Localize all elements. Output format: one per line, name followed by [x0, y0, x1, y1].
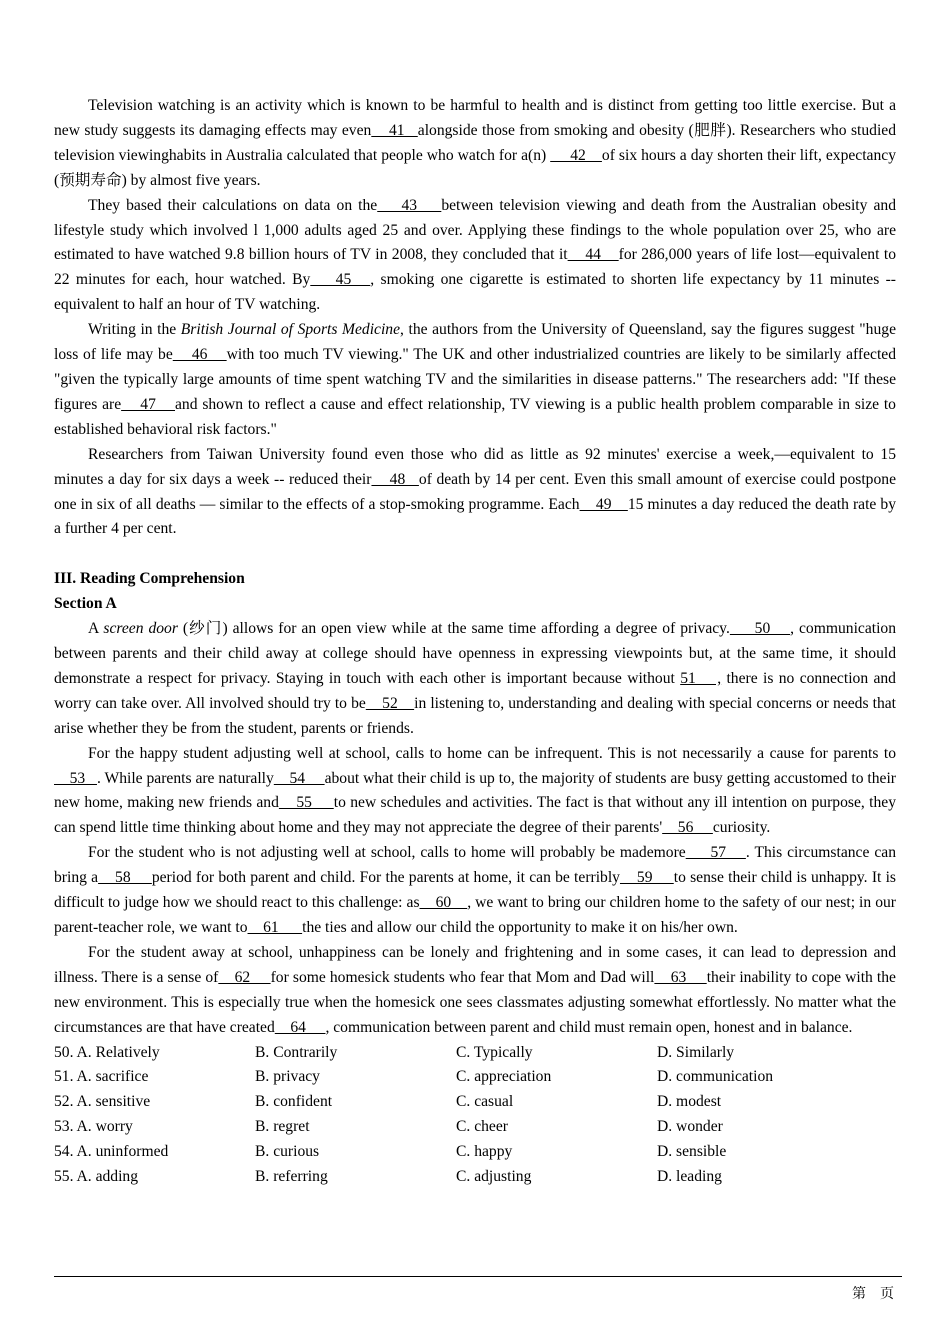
term: screen door [103, 620, 178, 638]
option[interactable]: C. adjusting [456, 1168, 532, 1186]
cloze-paragraph-4 [54, 443, 896, 543]
text: . While parents are naturally [96, 769, 274, 787]
text: For the happy student adjusting well at school, calls to home can be infrequent. This is not necessarily a cause for parents to [88, 744, 896, 762]
blank-57[interactable]: 57 [685, 844, 746, 862]
footer-right: 页 [880, 1287, 894, 1302]
blank-63[interactable]: 63 [654, 968, 707, 986]
blank-44[interactable]: 44 [567, 246, 619, 264]
blank-49[interactable]: 49 [579, 495, 628, 513]
option[interactable]: C. cheer [456, 1118, 508, 1136]
text: and shown to reflect a cause and effect relationship, TV viewing is a public health problem comparable in size to established behavioral risk factors." [54, 395, 896, 438]
text: , we want to bring our children home to the safety of our nest; in our parent-teacher role, we want to [54, 894, 896, 936]
subsection-heading: Section A [54, 595, 117, 613]
option[interactable]: D. modest [657, 1093, 722, 1111]
option[interactable]: 54. A. uninformed [54, 1143, 169, 1161]
text: for some homesick students who fear that Mom and Dad will [270, 968, 655, 986]
option[interactable]: B. curious [255, 1143, 320, 1161]
option[interactable]: 52. A. sensitive [54, 1093, 151, 1111]
cloze-paragraph-3 [54, 318, 896, 443]
option[interactable]: D. Similarly [657, 1043, 735, 1061]
blank-60[interactable]: 60 [419, 894, 468, 912]
reading-paragraph-2 [54, 742, 896, 842]
reading-paragraph-3 [54, 841, 896, 941]
blank-50[interactable]: 50 [729, 620, 791, 638]
text: period for both parent and child. For the parents at home, it can be terribly [151, 869, 620, 887]
text: Television watching is an activity which is known to be harmful to health and is distinct from getting too little exercise. But a new study suggests its damaging effects may even [54, 97, 896, 139]
journal-title: British Journal of Sports Medicine [180, 321, 401, 339]
reading-paragraph-4 [54, 941, 896, 1041]
page-footer [852, 1283, 894, 1303]
text: about what their child is up to, the majority of students are busy getting accustomed to their new home, making new friends and [54, 769, 896, 812]
text: alongside those from smoking and obesity (肥胖). Researchers who studied television viewinghabits in Australia calculated that people who watch for a(n) [54, 121, 897, 164]
cloze-paragraph-1 [54, 94, 896, 194]
blank-43[interactable]: 43 [377, 196, 442, 214]
blank-45[interactable]: 45 [310, 271, 371, 289]
blank-61[interactable]: 61 [247, 919, 303, 936]
text: 15 minutes a day reduced the death rate by a further 4 per cent. [54, 495, 897, 538]
option[interactable]: 53. A. worry [54, 1118, 133, 1136]
option[interactable]: D. communication [657, 1068, 774, 1086]
option[interactable]: C. happy [456, 1143, 513, 1161]
blank-58[interactable]: 58 [98, 869, 152, 887]
option[interactable]: C. Typically [456, 1043, 533, 1061]
text: Writing in the [88, 321, 181, 339]
option[interactable]: B. confident [255, 1093, 333, 1111]
option[interactable]: 55. A. adding [54, 1168, 139, 1186]
blank-56[interactable]: 56 [662, 819, 713, 837]
text: to sense their child is unhappy. It is difficult to judge how we should react to this challenge: as [54, 869, 896, 912]
option[interactable]: B. regret [255, 1118, 310, 1136]
option[interactable]: D. wonder [657, 1118, 723, 1136]
text: They based their calculations on data on the [88, 196, 378, 214]
text: For the student who is not adjusting well at school, calls to home will probably be mademore [88, 844, 686, 862]
text: For the student away at school, unhappiness can be lonely and frightening and in some cases, it can lead to depression and illness. There is a sense of [54, 943, 896, 986]
blank-41[interactable]: 41 [371, 121, 418, 139]
text: for 286,000 years of life lost—equivalent to 22 minutes for each, hour watched. By [54, 246, 897, 289]
spacer [54, 542, 896, 567]
blank-51[interactable]: 51 , [680, 669, 722, 687]
option[interactable]: C. appreciation [456, 1068, 552, 1086]
text: with too much TV viewing." The UK and other industrialized countries are likely to be similarly affected "given the typically large amounts of time spent watching TV and the similarities in disease patterns." The researchers add: "If these figures are [54, 346, 897, 413]
text: the ties and allow our child the opportunity to make it on his/her own. [302, 919, 738, 936]
text: , the authors from the University of Queensland, say the figures suggest "huge loss of life may be [54, 321, 896, 364]
text: between television viewing and death from the Australian obesity and lifestyle study which involved l 1,000 adults aged 25 and over. Applying these findings to the whole population over 25, who are estimated to have watched 9.8 billion hours of TV in 2008, they concluded that it [54, 196, 897, 264]
option[interactable]: B. referring [255, 1168, 328, 1186]
blank-53[interactable]: 53 [54, 769, 97, 787]
text: there is no connection and worry can take over. All involved should try to be [54, 669, 896, 712]
option[interactable]: C. casual [456, 1093, 514, 1111]
blank-42[interactable]: 42 [550, 146, 602, 164]
blank-52[interactable]: 52 [365, 694, 415, 712]
text: their inability to cope with the new environment. This is especially true when the homesick one sees classmates adjusting somewhat effortlessly. No matter what the circumstances are that have created [54, 968, 896, 1036]
blank-62[interactable]: 62 [218, 968, 271, 986]
cloze-paragraph-2 [54, 194, 896, 319]
blank-46[interactable]: 46 [172, 346, 227, 364]
blank-54[interactable]: 54 [273, 769, 325, 787]
text: of six hours a day shorten their lift, expectancy (预期寿命) by almost five years. [54, 146, 896, 189]
text: of death by 14 per cent. Even this small amount of exercise could postpone one in six of all deaths — similar to the effects of a stop-smoking programme. Each [54, 470, 896, 513]
reading-paragraph-1 [54, 617, 896, 742]
text: Researchers from Taiwan University found even those who did as little as 92 minutes' exercise a week,—equivalent to 15 minutes a day for six days a week -- reduced their [54, 445, 896, 488]
text: (纱门) allows for an open view while at the same time affording a degree of privacy. [177, 620, 730, 638]
text: in listening to, understanding and dealing with special concerns or needs that arise whether they be from the student, parents or friends. [54, 694, 897, 737]
option[interactable]: D. leading [657, 1168, 722, 1186]
blank-48[interactable]: 48 [371, 470, 419, 488]
text: , communication between parent and child must remain open, honest and in balance. [325, 1018, 853, 1036]
option[interactable]: B. privacy [255, 1068, 320, 1086]
section-heading: III. Reading Comprehension [54, 570, 245, 588]
text: , smoking one cigarette is estimated to shorten life expectancy by 11 minutes -- equivalent to half an hour of TV watching. [54, 271, 896, 314]
option[interactable]: D. sensible [657, 1143, 727, 1161]
text: curiosity. [712, 819, 771, 837]
text: to new schedules and activities. The fact is that without any ill intention on purpose, they can spend little time thinking about home and they may not appreciate the degree of their parents' [54, 794, 896, 837]
option[interactable]: 51. A. sacrifice [54, 1068, 149, 1086]
blank-47[interactable]: 47 [121, 395, 176, 413]
text: A [88, 620, 104, 638]
blank-59[interactable]: 59 [619, 869, 674, 887]
option[interactable]: 50. A. Relatively [54, 1043, 160, 1061]
footer-left: 第 [852, 1287, 866, 1302]
footer-divider [54, 1276, 902, 1277]
document-page [54, 94, 896, 1190]
answer-options [54, 1041, 896, 1190]
blank-55[interactable]: 55 [278, 794, 334, 812]
text: , communication between parents and their child away at college should have openness in expressing viewpoints but, at the same time, it should demonstrate a respect for privacy. Staying in touch with each other is important because without [54, 620, 897, 687]
text: . This circumstance can bring a [54, 844, 896, 887]
blank-64[interactable]: 64 [274, 1018, 326, 1036]
option[interactable]: B. Contrarily [255, 1043, 338, 1061]
